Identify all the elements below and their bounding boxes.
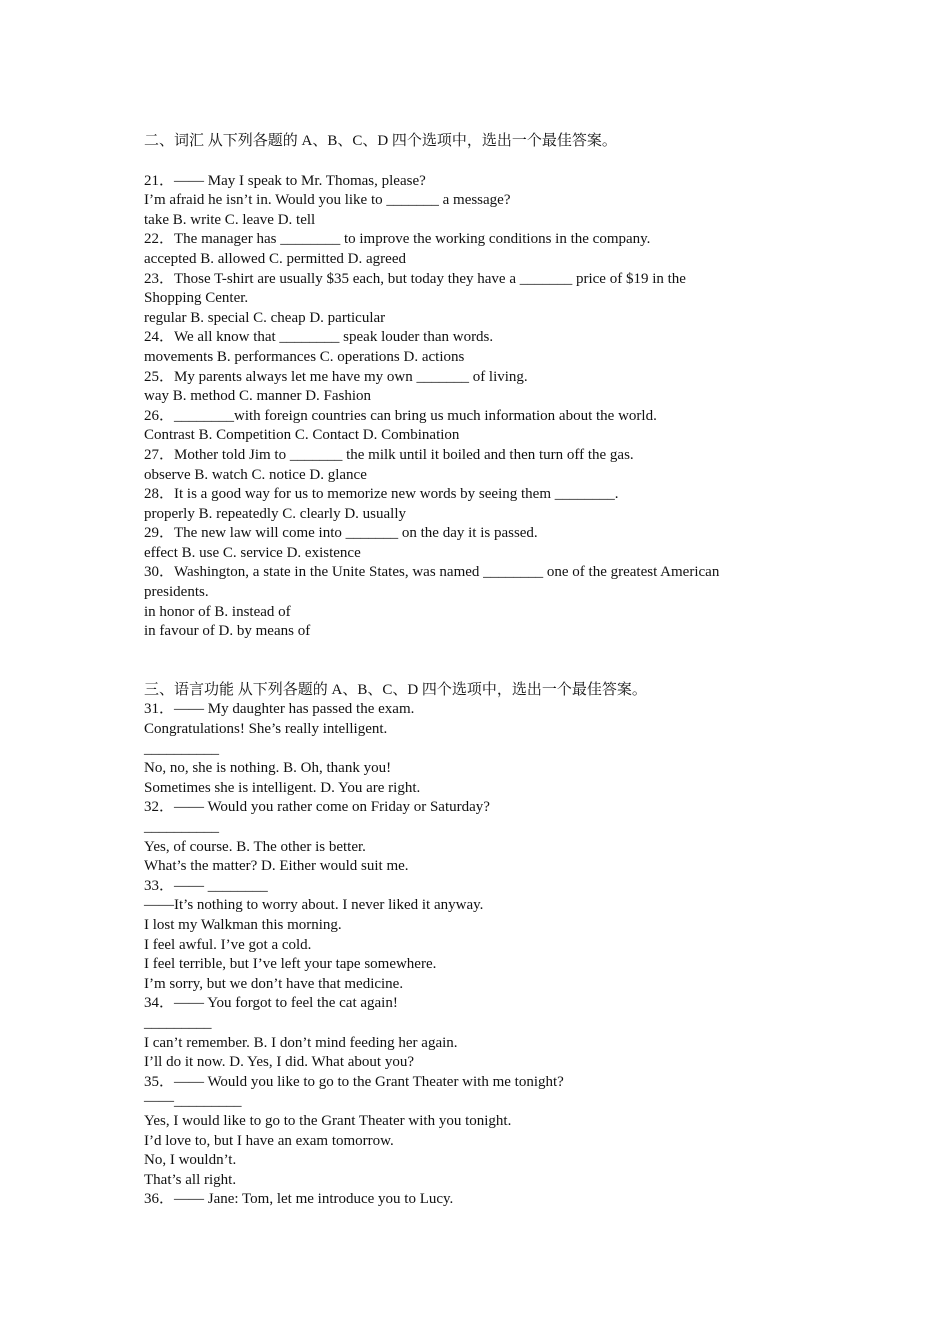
- question-33-stem: 33．—— ________: [144, 877, 268, 894]
- question-24-options: movements B. performances C. operations D. actions: [144, 348, 465, 365]
- question-35-option-c: No, I wouldn’t.: [144, 1152, 237, 1169]
- question-34-blank: _________: [144, 1014, 212, 1031]
- question-23-stem: 23．Those T-shirt are usually $35 each, but today they have a _______ price of $19 in the: [144, 270, 686, 287]
- question-29-stem: 29．The new law will come into _______ on the day it is passed.: [144, 525, 538, 542]
- question-23-options: regular B. special C. cheap D. particular: [144, 309, 386, 326]
- section3-heading: 三、语言功能 从下列各题的 A、B、C、D 四个选项中，选出一个最佳答案。: [144, 681, 647, 698]
- question-35-option-d: That’s all right.: [144, 1171, 237, 1188]
- question-32-stem: 32．—— Would you rather come on Friday or Saturday?: [144, 799, 490, 816]
- question-21-line2: I’m afraid he isn’t in. Would you like to _______ a message?: [144, 192, 511, 209]
- question-29-options: effect B. use C. service D. existence: [144, 544, 361, 561]
- question-26-stem: 26．________with foreign countries can bring us much information about the world.: [144, 407, 657, 424]
- question-28-stem: 28．It is a good way for us to memorize new words by seeing them ________.: [144, 486, 619, 503]
- question-31-stem: 31．—— My daughter has passed the exam.: [144, 701, 415, 718]
- question-30-stem: 30．Washington, a state in the Unite States, was named ________ one of the greatest American: [144, 564, 720, 581]
- question-25-options: way B. method C. manner D. Fashion: [144, 388, 372, 405]
- spacer: [144, 642, 824, 681]
- question-27-stem: 27．Mother told Jim to _______ the milk until it boiled and then turn off the gas.: [144, 446, 634, 463]
- question-35-option-b: I’d love to, but I have an exam tomorrow.: [144, 1132, 394, 1149]
- question-25-stem: 25．My parents always let me have my own _______ of living.: [144, 368, 528, 385]
- question-24-stem: 24．We all know that ________ speak louder than words.: [144, 329, 494, 346]
- question-28-options: properly B. repeatedly C. clearly D. usually: [144, 505, 407, 522]
- question-22-stem: 22．The manager has ________ to improve the working conditions in the company.: [144, 231, 651, 248]
- question-30-options: in honor of B. instead of: [144, 603, 291, 620]
- question-30-line2: presidents.: [144, 584, 209, 601]
- spacer: [144, 152, 824, 172]
- question-21-stem: 21．—— May I speak to Mr. Thomas, please?: [144, 172, 426, 189]
- question-34-stem: 34．—— You forgot to feel the cat again!: [144, 995, 398, 1012]
- question-33-line2: ——It’s nothing to worry about. I never liked it anyway.: [144, 897, 484, 914]
- question-32-options-2: What’s the matter? D. Either would suit me.: [144, 858, 409, 875]
- question-33-option-c: I feel terrible, but I’ve left your tape somewhere.: [144, 956, 437, 973]
- question-33-option-d: I’m sorry, but we don’t have that medicine.: [144, 975, 404, 992]
- question-35-option-a: Yes, I would like to go to the Grant Theater with you tonight.: [144, 1112, 512, 1129]
- question-31-options-1: No, no, she is nothing. B. Oh, thank you!: [144, 760, 392, 777]
- question-31-options-2: Sometimes she is intelligent. D. You are right.: [144, 779, 421, 796]
- question-23-line2: Shopping Center.: [144, 290, 249, 307]
- question-33-option-a: I lost my Walkman this morning.: [144, 916, 342, 933]
- question-34-options-2: I’ll do it now. D. Yes, I did. What about you?: [144, 1054, 414, 1071]
- question-36-stem: 36．—— Jane: Tom, let me introduce you to Lucy.: [144, 1191, 454, 1208]
- question-31-blank: __________: [144, 740, 219, 757]
- question-32-blank: __________: [144, 819, 219, 835]
- question-34-options-1: I can’t remember. B. I don’t mind feeding her again.: [144, 1034, 458, 1051]
- question-35-line2: ——_________: [144, 1093, 242, 1110]
- question-31-line2: Congratulations! She’s really intelligent.: [144, 721, 388, 738]
- section2-heading: 二、词汇 从下列各题的 A、B、C、D 四个选项中，选出一个最佳答案。: [144, 133, 617, 149]
- question-22-options: accepted B. allowed C. permitted D. agreed: [144, 250, 406, 267]
- question-21-options: take B. write C. leave D. tell: [144, 211, 316, 228]
- question-33-option-b: I feel awful. I’ve got a cold.: [144, 936, 312, 953]
- question-35-stem: 35．—— Would you like to go to the Grant Theater with me tonight?: [144, 1073, 564, 1090]
- question-26-options: Contrast B. Competition C. Contact D. Combination: [144, 427, 460, 444]
- question-32-options-1: Yes, of course. B. The other is better.: [144, 838, 366, 855]
- question-30-options-2: in favour of D. by means of: [144, 623, 311, 640]
- document-page: [144, 132, 824, 1210]
- question-27-options: observe B. watch C. notice D. glance: [144, 466, 367, 483]
